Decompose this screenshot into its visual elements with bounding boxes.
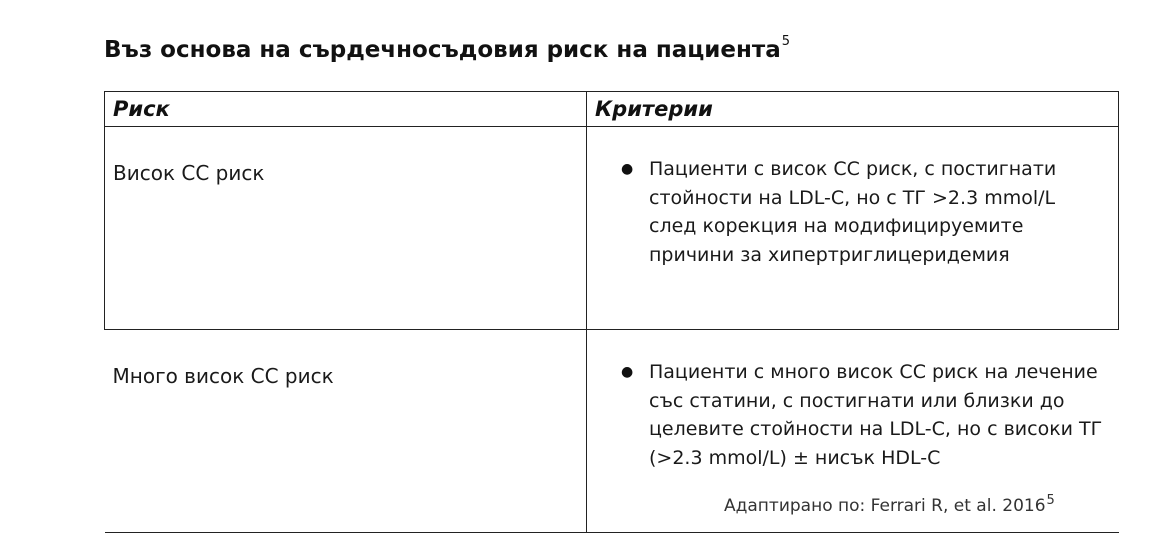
header-risk: Риск <box>105 92 587 127</box>
header-criteria: Критерии <box>587 92 1119 127</box>
source-footnote <box>724 493 1055 516</box>
table-row <box>105 127 1119 330</box>
criteria-text-high: Пациенти с висок СС риск, с постигнати стойности на LDL-C, но с ТГ >2.3 mmol/L след корекция на модифицируемите причини за хипертриглицеридемия <box>649 158 1057 266</box>
list-item <box>621 155 1106 269</box>
footnote-reference-marker: 5 <box>1046 493 1055 508</box>
page-title-text: Въз основа на сърдечносъдовия риск на пациента <box>104 37 781 63</box>
criteria-text-very-high: Пациенти с много висок СС риск на лечение със статини, с постигнати или близки до целевите стойности на LDL-C, но с високи ТГ (>2.3 mmol/L) ± нисък HDL-C <box>649 361 1103 469</box>
page-title <box>104 34 791 63</box>
risk-cell-high: Висок СС риск <box>105 127 587 330</box>
list-item <box>621 358 1107 472</box>
criteria-cell-high <box>587 127 1119 330</box>
title-reference-marker: 5 <box>781 34 791 49</box>
footnote-text: Адаптирано по: Ferrari R, et al. 2016 <box>724 496 1046 516</box>
table-header-row <box>105 92 1119 127</box>
risk-criteria-table <box>104 91 1119 533</box>
bullet-dot-icon: ● <box>621 364 634 380</box>
bullet-dot-icon: ● <box>621 161 634 177</box>
risk-cell-very-high: Много висок СС риск <box>105 330 587 533</box>
